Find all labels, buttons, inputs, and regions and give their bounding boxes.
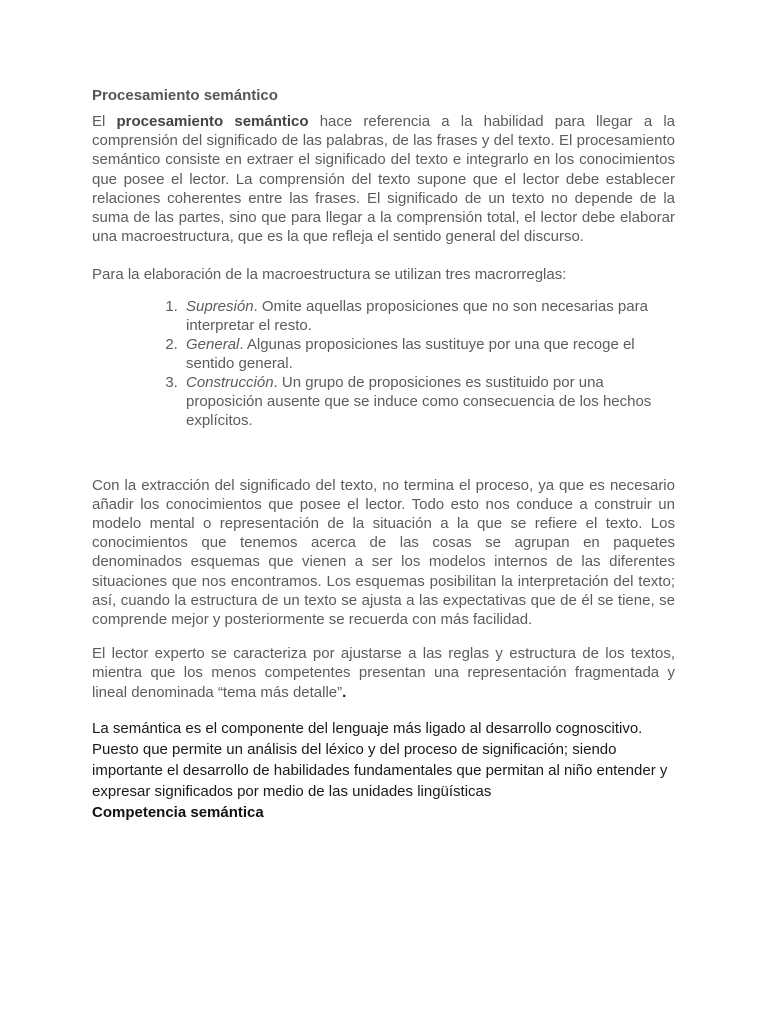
section-title: Procesamiento semántico xyxy=(92,87,278,104)
paragraph-macrorules: Para la elaboración de la macroestructura se utilizan tres macrorreglas: xyxy=(92,266,567,284)
list-item xyxy=(182,373,675,430)
paragraph-intro xyxy=(92,112,675,246)
macrorules-list xyxy=(92,297,675,430)
list-item xyxy=(182,335,675,373)
expert-end: . xyxy=(342,683,347,701)
expert-text: El lector experto se caracteriza por ajustarse a las reglas y estructura de los textos, mientra que los menos competentes presentan una representación fragmentada y lineal denominada “tema más detalle” xyxy=(92,645,675,701)
rule-term: General xyxy=(186,335,240,353)
intro-lead: El xyxy=(92,113,117,130)
rule-text: . Algunas proposiciones las sustituye por una que recoge el sentido general. xyxy=(186,335,635,372)
rule-text: . Omite aquellas proposiciones que no son necesarias para interpretar el resto. xyxy=(186,297,648,334)
paragraph-mental-model: Con la extracción del significado del texto, no termina el proceso, ya que es necesario añadir los conocimientos que posee el lector. Todo esto nos conduce a construir un modelo mental o representación de la situación a la que se refiere el texto. Los conocimientos que tenemos acerca de las cosas se agrupan en paquetes denominados esquemas que vienen a ser los modelos internos de las diferentes situaciones que nos encontramos. Los esquemas posibilitan la interpretación del texto; así, cuando la estructura de un texto se ajusta a las expectativas que de él se tiene, se comprende mejor y posteriormente se recuerda con más facilidad. xyxy=(92,476,675,629)
paragraph-expert-reader xyxy=(92,644,675,702)
rule-term: Supresión xyxy=(186,297,254,315)
intro-bold-term: procesamiento semántico xyxy=(116,113,309,130)
rule-term: Construcción xyxy=(186,373,274,391)
list-item xyxy=(182,297,675,335)
rule-text: . Un grupo de proposiciones es sustituido por una proposición ausente que se induce como consecuencia de los hechos explícitos. xyxy=(186,373,652,429)
document-page xyxy=(92,86,675,823)
paragraph-semantics: La semántica es el componente del lenguaje más ligado al desarrollo cognoscitivo. Puesto que permite un análisis del léxico y del proceso de significación; siendo importante el desarrollo de habilidades fundamentales que permitan al niño entender y expresar significados por medio de las unidades lingüísticas xyxy=(92,719,668,800)
intro-rest: hace referencia a la habilidad para llegar a la comprensión del significado de las palabras, de las frases y del texto. El procesamiento semántico consiste en extraer el significado del texto e integrarlo en los conocimientos que posee el lector. La comprensión del texto supone que el lector debe establecer relaciones coherentes entre las frases. El significado de un texto no depende de la suma de las partes, sino que para llegar a la comprensión total, el lector debe elaborar una macroestructura, que es la que refleja el sentido general del discurso. xyxy=(92,113,676,246)
subheading-semantic-competence: Competencia semántica xyxy=(92,803,264,821)
